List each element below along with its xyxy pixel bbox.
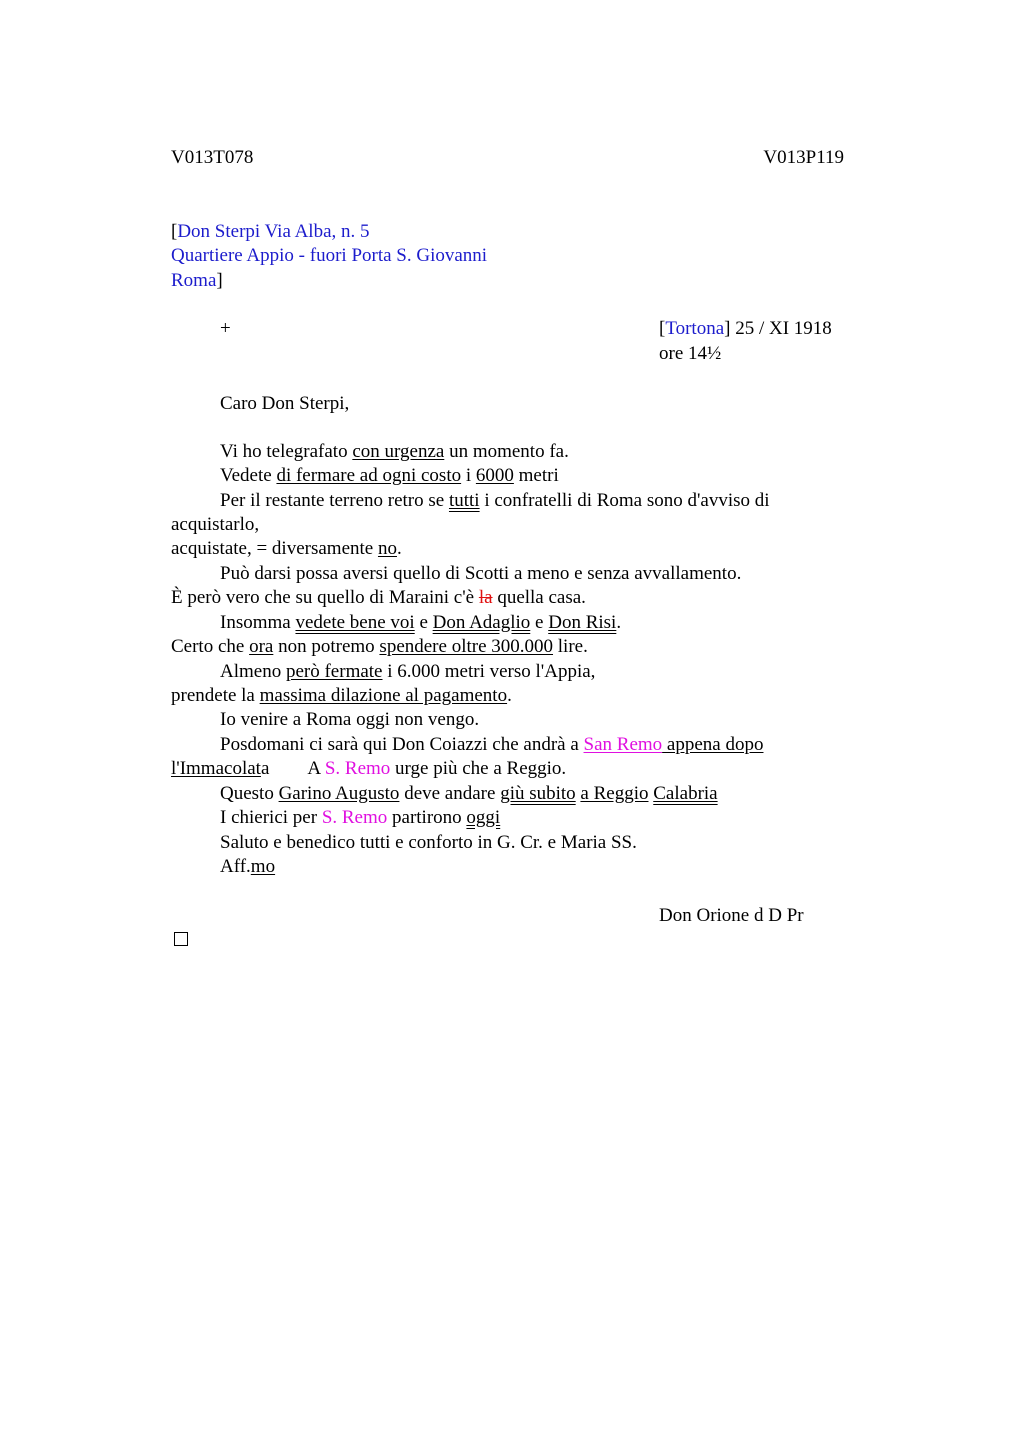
- body-line: Io venire a Roma oggi non vengo.: [220, 709, 480, 730]
- body-line: l'Immacolata A S. Remo urge più che a Reggio.: [171, 758, 567, 779]
- body-line: Può darsi possa aversi quello di Scotti a meno e senza avvallamento.: [220, 563, 742, 584]
- body-line: prendete la massima dilazione al pagamento.: [171, 685, 512, 706]
- body-line: I chierici per S. Remo partirono oggi: [220, 807, 501, 828]
- document-code-left: V013T078: [171, 147, 254, 168]
- body-line: Insomma vedete bene voi e Don Adaglio e Don Risi.: [220, 612, 622, 633]
- body-line: Posdomani ci sarà qui Don Coiazzi che andrà a San Remo appena dopo: [220, 734, 764, 755]
- cross-mark: +: [220, 318, 231, 339]
- end-square-icon: [174, 932, 188, 946]
- body-line: Almeno però fermate i 6.000 metri verso l'Appia,: [220, 661, 596, 682]
- dateline: [Tortona] 25 / XI 1918: [659, 318, 832, 339]
- body-line: Questo Garino Augusto deve andare giù subito a Reggio Calabria: [220, 783, 718, 804]
- body-line: acquistarlo,: [171, 514, 260, 535]
- closing: Aff.mo: [220, 856, 276, 877]
- body-line: Vedete di fermare ad ogni costo i 6000 metri: [220, 465, 559, 486]
- address-line-3: Roma]: [171, 270, 223, 291]
- dateline-time: ore 14½: [659, 343, 722, 364]
- body-line: Per il restante terreno retro se tutti i confratelli di Roma sono d'avviso di: [220, 490, 770, 511]
- body-line: Saluto e benedico tutti e conforto in G. Cr. e Maria SS.: [220, 832, 637, 853]
- body-line: Vi ho telegrafato con urgenza un momento fa.: [220, 441, 569, 462]
- address-line-2: Quartiere Appio - fuori Porta S. Giovanni: [171, 245, 488, 266]
- body-line: È però vero che su quello di Maraini c'è la quella casa.: [171, 587, 586, 608]
- salutation: Caro Don Sterpi,: [220, 393, 350, 414]
- signature: Don Orione d D Pr: [659, 905, 804, 926]
- document-code-right: V013P119: [763, 147, 844, 168]
- deleted-word: la: [478, 587, 493, 608]
- body-line: acquistate, = diversamente no.: [171, 538, 402, 559]
- address-line-1: [Don Sterpi Via Alba, n. 5: [171, 221, 370, 242]
- body-line: Certo che ora non potremo spendere oltre 300.000 lire.: [171, 636, 588, 657]
